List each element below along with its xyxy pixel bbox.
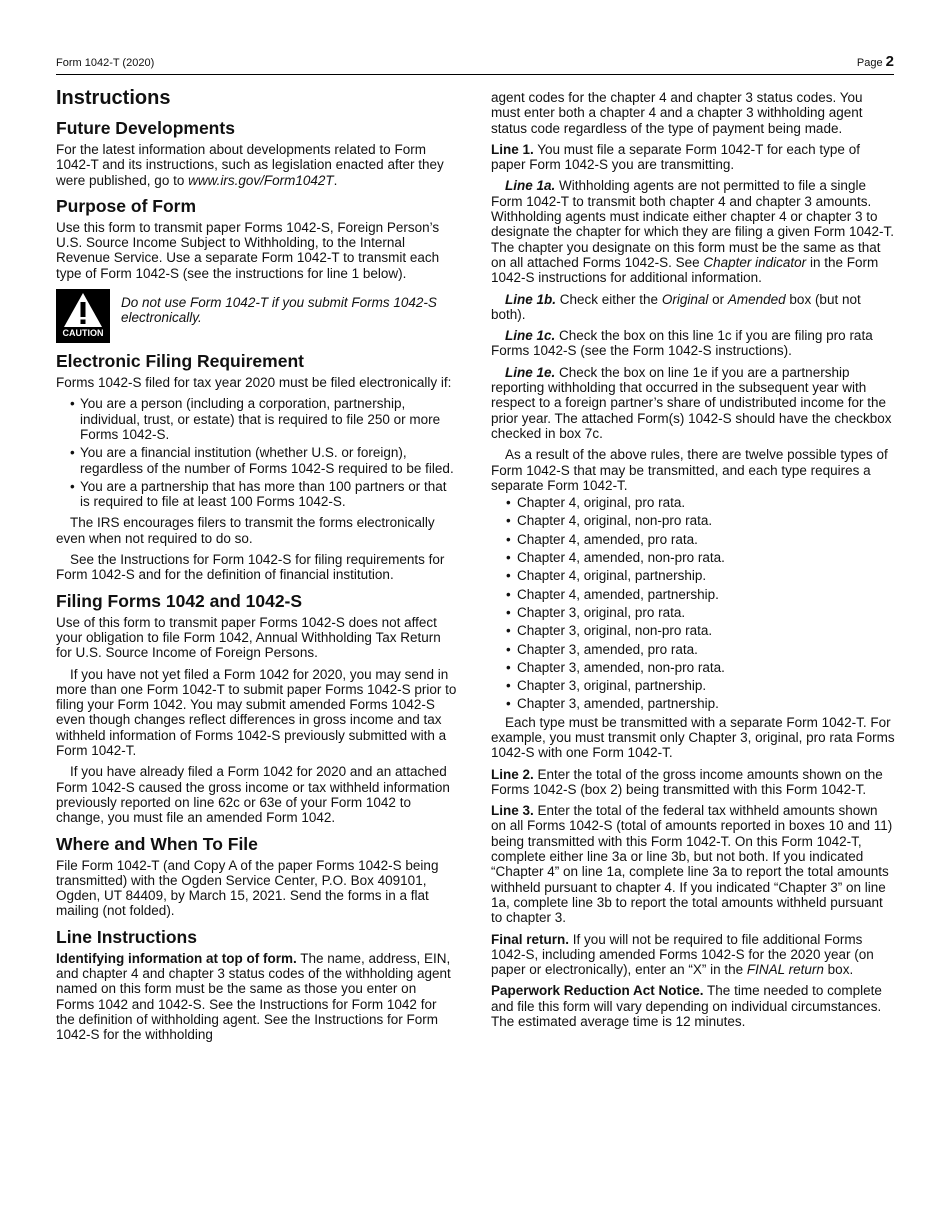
list-item: • You are a financial institution (whether U.S. or foreign), regardless of the number of Forms 1042-S required to be filed.: [56, 445, 458, 476]
list-item: • You are a partnership that has more than 100 partners or that is required to file at least 100 Forms 1042-S.: [56, 479, 458, 510]
list-item: • Chapter 4, original, partnership.: [491, 568, 895, 586]
form-label: Form 1042-T (2020): [56, 57, 155, 69]
final-return-text: Final return. If you will not be required to file additional Forms 1042-S, including amended Forms 1042-S for the 2020 year (on paper or electronically), enter an “X” in the FINAL return box.: [491, 931, 874, 978]
efiling-intro: Forms 1042-S filed for tax year 2020 must be filed electronically if:: [56, 375, 452, 391]
efiling-paragraph: See the Instructions for Form 1042-S for filing requirements for Form 1042-S and for the definition of financial institution.: [56, 552, 445, 583]
result-text: As a result of the above rules, there are twelve possible types of Form 1042-S that may be transmitted, and each type requires a separate Form 1042-T.: [491, 447, 888, 493]
list-item: • Chapter 4, amended, pro rata.: [491, 532, 895, 550]
line-2-text: Line 2. Enter the total of the gross income amounts shown on the Forms 1042-S (box 2) being transmitted with this Form 1042-T.: [491, 766, 883, 797]
line-1b-text: Line 1b. Check either the Original or Amended box (but not both).: [491, 291, 861, 322]
list-item: • Chapter 3, original, non-pro rata.: [491, 623, 895, 641]
heading-electronic-filing: Electronic Filing Requirement: [56, 351, 304, 372]
heading-line-instructions: Line Instructions: [56, 926, 197, 947]
list-item: • Chapter 4, amended, partnership.: [491, 587, 895, 605]
list-item: • Chapter 4, original, non-pro rata.: [491, 513, 895, 531]
types-list: [491, 495, 895, 715]
purpose-text: Use this form to transmit paper Forms 1042-S, Foreign Person’s U.S. Source Income Subject to Withholding, to the Internal Revenue Service. Use a separate Form 1042-T to transmit each type of Form 1042-S (see the instructions for line 1 below).: [56, 219, 440, 281]
irs-link[interactable]: www.irs.gov/Form1042T: [188, 172, 334, 188]
filing-paragraph: If you have already filed a Form 1042 for 2020 and an attached Form 1042-S caused the gross income or tax withheld information previously reported on line 62c or 63e of your Form 1042 to change, you must file an amended Form 1042.: [56, 764, 450, 826]
efiling-bullets: [56, 396, 458, 509]
paperwork-text: Paperwork Reduction Act Notice. The time needed to complete and file this form will vary depending on individual circumstances. The estimated average time is 12 minutes.: [491, 983, 882, 1030]
list-item: • Chapter 3, amended, non-pro rata.: [491, 660, 895, 678]
list-item: • You are a person (including a corporation, partnership, individual, trust, or estate) that is required to file 250 or more Forms 1042-S.: [56, 396, 458, 442]
page-title: Instructions: [56, 87, 171, 109]
efiling-paragraph: The IRS encourages filers to transmit the forms electronically even when not required to do so.: [56, 515, 435, 546]
filing-paragraph: Use of this form to transmit paper Forms 1042-S does not affect your obligation to file Form 1042, Annual Withholding Tax Return for U.S. Source Income of Foreign Persons.: [56, 614, 441, 661]
list-item: • Chapter 4, amended, non-pro rata.: [491, 550, 895, 568]
list-item: • Chapter 4, original, pro rata.: [491, 495, 895, 513]
list-item: • Chapter 3, amended, pro rata.: [491, 642, 895, 660]
caution-text: Do not use Form 1042-T if you submit Forms 1042-S electronically.: [121, 295, 437, 326]
each-type-text: Each type must be transmitted with a separate Form 1042-T. For example, you must transmit only Chapter 3, original, pro rata Forms 1042-S with one Form 1042-T.: [491, 714, 895, 761]
filing-paragraph: If you have not yet filed a Form 1042 for 2020, you may send in more than one Form 1042-T to submit paper Forms 1042-S prior to filing your Form 1042. You may submit amended Forms 1042-S even though changes reflect differences in gross income and tax withheld information of Forms 1042-S previously submitted with a Form 1042-T.: [56, 666, 457, 759]
page-number: Page 2: [856, 53, 894, 70]
line-1e-text: Line 1e. Check the box on line 1e if you are a partnership reporting withholding that occurred in the subsequent year with respect to a foreign partner’s share of undistributed income for the prior year. The attached Form(s) 1042-S should have the checkbox checked in box 7c.: [491, 364, 892, 441]
line-instructions-text: Identifying information at top of form. The name, address, EIN, and chapter 4 and chapter 3 status codes of the withholding agent named on this form must be the same as those you enter on Forms 1042 and 1042-S. See the Instructions for Form 1042 for the definition of withholding agent. See the Instructions for Form 1042-S for the withholding: [56, 950, 451, 1043]
line-1a-text: Line 1a. Withholding agents are not permitted to file a single Form 1042-T to transmit both chapter 4 and chapter 3 amounts. Withholding agents must indicate either chapter 4 or chapter 3 to designate the chapter for which they are filing a given Form 1042-T. The chapter you designate on this form must be the same as that on all attached Forms 1042-S. See Chapter indicator in the Form 1042-S instructions for additional information.: [491, 178, 894, 286]
heading-filing-forms: Filing Forms 1042 and 1042-S: [56, 590, 303, 611]
caution-icon: CAUTION: [56, 289, 110, 343]
where-text: File Form 1042-T (and Copy A of the paper Forms 1042-S being transmitted) with the Ogden Service Center, P.O. Box 409101, Ogden, UT 84409, by March 15, 2021. Send the forms in a flat mailing (not folded).: [56, 857, 439, 919]
heading-future-developments: Future Developments: [56, 118, 235, 138]
caution-note: [56, 289, 458, 343]
heading-where-when: Where and When To File: [56, 833, 258, 854]
page-header: [56, 52, 894, 75]
list-item: • Chapter 3, original, pro rata.: [491, 605, 895, 623]
line-1c-text: Line 1c. Check the box on this line 1c if you are filing pro rata Forms 1042-S (see the Form 1042-S instructions).: [491, 328, 873, 359]
right-column: [491, 90, 895, 1035]
line-1-text: Line 1. You must file a separate Form 1042-T for each type of paper Form 1042-S you are transmitting.: [491, 141, 860, 173]
left-column: [56, 86, 458, 1048]
future-developments-text: For the latest information about developments related to Form 1042-T and its instructions, such as legislation enacted after they were published, go to www.irs.gov/Form1042T.: [56, 142, 444, 188]
line-3-text: Line 3. Enter the total of the federal tax withheld amounts shown on all Forms 1042-S (total of amounts reported in boxes 10 and 11) being transmitted with this Form 1042-T. On this Form 1042-T, complete either line 3a or line 3b, but not both. If you indicated “Chapter 4” on line 1a, complete line 3a to report the total amounts withheld pursuant to chapter 4. If you indicated “Chapter 3” on line 1a, complete line 3b to report the total amounts withheld pursuant to chapter 3.: [491, 803, 893, 926]
continued-text: agent codes for the chapter 4 and chapter 3 status codes. You must enter both a chapter 4 and a chapter 3 withholding agent status code regardless of the type of payment being made.: [491, 90, 863, 136]
list-item: • Chapter 3, original, partnership.: [491, 678, 895, 696]
list-item: • Chapter 3, amended, partnership.: [491, 696, 895, 714]
heading-purpose-of-form: Purpose of Form: [56, 195, 197, 216]
